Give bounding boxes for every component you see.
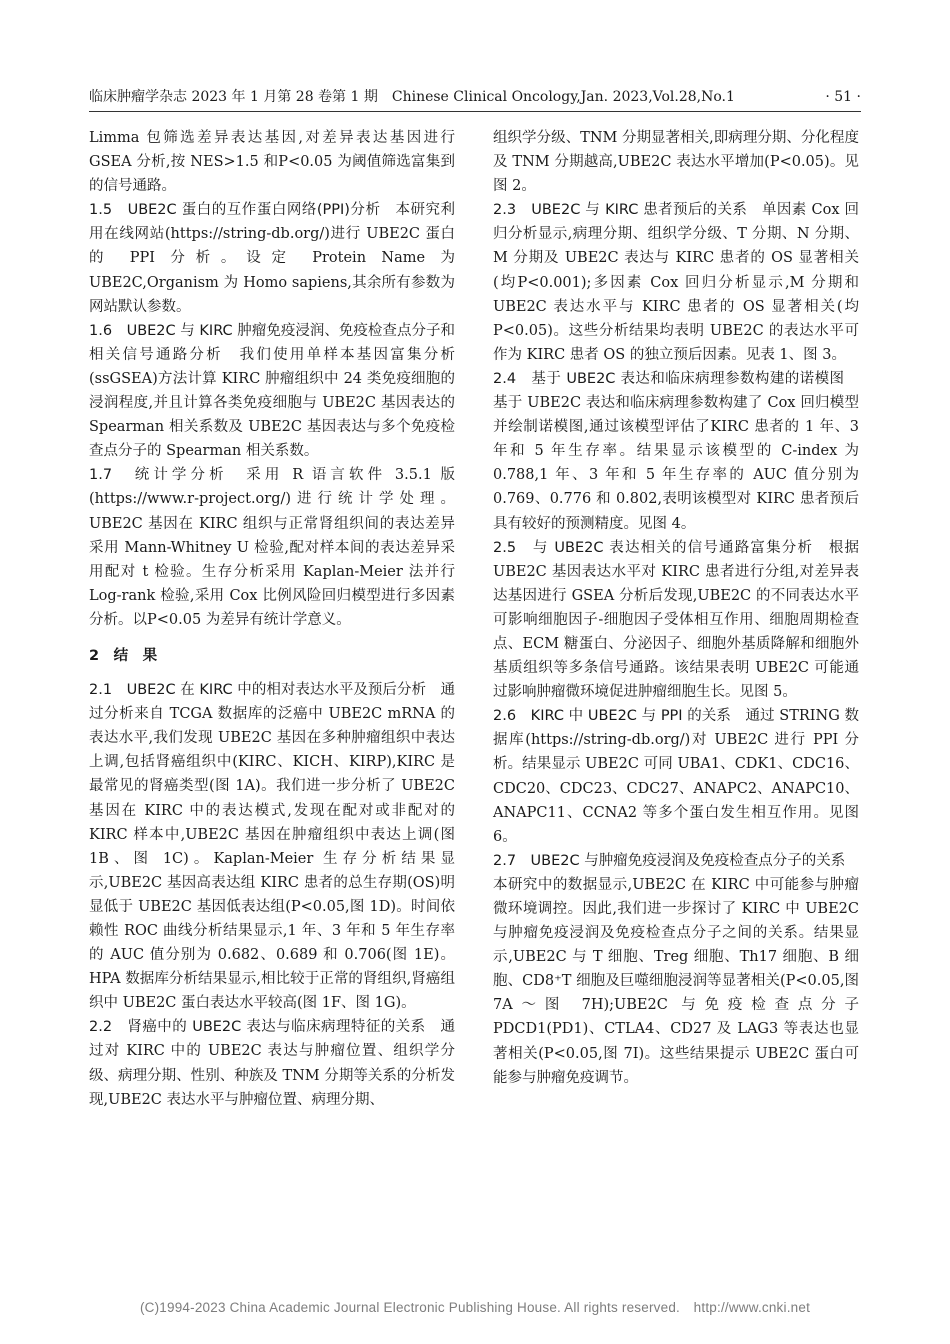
subsection-heading: 1.7 统计学分析 — [89, 467, 228, 484]
paragraph-body: 本研究利用在线网站(https://string-db.org/)进行 UBE2C 蛋白的 PPI 分析。设定 Protein Name 为 UBE2C,Organism 为 Homo sapiens,其余所有参数为网站默认参数。 — [89, 202, 456, 315]
journal-citation: 临床肿瘤学杂志 2023 年 1 月第 28 卷第 1 期 Chinese Clinical Oncology,Jan. 2023,Vol.28,No.1 — [89, 89, 735, 105]
section-title: 2 结 果 — [89, 647, 158, 664]
paragraph — [493, 704, 859, 849]
paragraph — [89, 463, 455, 632]
copyright-footer: (C)1994-2023 China Academic Journal Electronic Publishing House. All rights reserved. http://www.cnki.net — [139, 1300, 811, 1315]
paragraph — [493, 849, 859, 1090]
paragraph — [89, 678, 455, 1015]
paragraph — [493, 198, 859, 367]
subsection-heading: 2.3 UBE2C 与 KIRC 患者预后的关系 — [493, 202, 748, 219]
paragraph — [493, 367, 859, 536]
paragraph — [89, 198, 455, 318]
paragraph: Limma 包筛选差异表达基因,对差异表达基因进行 GSEA 分析,按 NES>1.5 和P<0.05 为阈值筛选富集到的信号通路。 — [89, 130, 455, 195]
paragraph-body: 采用 R 语言软件 3.5.1 版(https://www.r-project.org/)进行统计学处理。UBE2C 基因在 KIRC 组织与正常肾组织间的表达差异采用 Mann-Whitney U 检验,配对样本间的表达差异采用配对 t 检验。生存分析采用 Kaplan-Meier 法并行 Log-rank 检验,采用 Cox 比例风险回归模型进行多因素分析。以P<0.05 为差异有统计学意义。 — [89, 467, 455, 628]
subsection-heading: 2.6 KIRC 中 UBE2C 与 PPI 的关系 — [493, 708, 731, 725]
paragraph-body: 通过对 KIRC 中的 UBE2C 表达与肿瘤位置、组织学分级、病理分期、性别、种族及 TNM 分期等关系的分析发现,UBE2C 表达水平与肿瘤位置、病理分期、 — [89, 1019, 455, 1108]
paragraph-body: 通过 STRING 数据库(https://string-db.org/)对 UBE2C 进行 PPI 分析。结果显示 UBE2C 可同 UBA1、CDK1、CDC16、CDC20、CDC23、CDC27、ANAPC2、ANAPC10、ANAPC11、CCNA2 等多个蛋白发生相互作用。见图 6。 — [493, 708, 859, 845]
paragraph: 组织学分级、TNM 分期显著相关,即病理分期、分化程度及 TNM 分期越高,UBE2C 表达水平增加(P<0.05)。见图 2。 — [493, 130, 859, 195]
paragraph-body: 我们使用单样本基因富集分析(ssGSEA)方法计算 KIRC 肿瘤组织中 24 类免疫细胞的浸润程度,并且计算各类免疫细胞与 UBE2C 基因表达的 Spearman 相关系数及 UBE2C 基因表达与多个免疫检查点分子的 Spearman 相关系数。 — [89, 346, 456, 460]
page-number: · 51 · — [825, 89, 861, 105]
header-rule — [89, 111, 861, 112]
running-header — [89, 86, 861, 108]
subsection-heading: 1.6 UBE2C 与 KIRC 肿瘤免疫浸润、免疫检查点分子和相关信号通路分析 — [89, 322, 455, 363]
paragraph — [493, 536, 859, 705]
subsection-heading: 2.5 与 UBE2C 表达相关的信号通路富集分析 — [493, 539, 814, 556]
paragraph-body: 根据 UBE2C 基因表达水平对 KIRC 患者进行分组,对差异表达基因进行 GSEA 分析后发现,UBE2C 的不同表达水平可影响细胞因子-细胞因子受体相互作用、细胞周期检查点、ECM 糖蛋白、分泌因子、细胞外基质降解和细胞外基质组织等多条信号通路。该结果表明 UBE2C 可能通过影响肿瘤微环境促进肿瘤细胞生长。见图 5。 — [493, 539, 860, 701]
paragraph-body: 单因素 Cox 回归分析显示,病理分期、组织学分级、T 分期、N 分期、M 分期及 UBE2C 表达与 KIRC 患者的 OS 显著相关(均P<0.001);多因素 Cox 回归分析显示,M 分期和 UBE2C 表达水平与 KIRC 患者的 OS 显著相关(均P<0.05)。这些分析结果均表明 UBE2C 的表达水平可作为 KIRC 患者 OS 的独立预后因素。见表 1、图 3。 — [493, 202, 859, 363]
paragraph-body: 基于 UBE2C 表达和临床病理参数构建了 Cox 回归模型并绘制诺模图,通过该模型评估了KIRC 患者的 1 年、3 年和 5 年生存率。结果显示该模型的 C-index 为 0.788,1 年、3 年和 5 年生存率的 AUC 值分别为 0.769、0.776 和 0.802,表明该模型对 KIRC 患者预后具有较好的预测精度。见图 4。 — [493, 370, 859, 532]
subsection-heading: 2.4 基于 UBE2C 表达和临床病理参数构建的诺模图 — [493, 370, 845, 387]
paragraph-body: 通过分析来自 TCGA 数据库的泛癌中 UBE2C mRNA 的表达水平,我们发现 UBE2C 基因在多种肿瘤组织中表达上调,包括肾癌组织中(KIRC、KICH、KIRP),KIRC 是最常见的肾癌类型(图 1A)。我们进一步分析了 UBE2C 基因在 KIRC 中的表达模式,发现在配对或非配对的 KIRC 样本中,UBE2C 基因在肿瘤组织中表达上调(图 1B、图 1C)。Kaplan-Meier 生存分析结果显示,UBE2C 基因高表达组 KIRC 患者的总生存期(OS)明显低于 UBE2C 基因低表达组(P<0.05,图 1D)。时间依赖性 ROC 曲线分析结果显示,1 年、3 年和 5 年生存率的 AUC 值分别为 0.682、0.689 和 0.706(图 1E)。HPA 数据库分析结果显示,相比较于正常的肾组织,肾癌组织中 UBE2C 蛋白表达水平较高(图 1F、图 1G)。 — [89, 682, 455, 1012]
paragraph-body: 本研究中的数据显示,UBE2C 在 KIRC 中可能参与肿瘤微环境调控。因此,我们进一步探讨了 KIRC 中 UBE2C 与肿瘤免疫浸润及免疫检查点分子之间的关系。结果显示,UBE2C 与 T 细胞、Treg 细胞、Th17 细胞、B 细胞、CD8⁺T 细胞及巨噬细胞浸润等显著相关(P<0.05,图 7A～图 7H);UBE2C 与免疫检查点分子 PDCD1(PD1)、CTLA4、CD27 及 LAG3 等表达也显著相关(P<0.05,图 7I)。这些结果提示 UBE2C 蛋白可能参与肿瘤免疫调节。 — [493, 852, 860, 1086]
subsection-heading: 1.5 UBE2C 蛋白的互作蛋白网络(PPI)分析 — [89, 202, 381, 219]
paragraph — [89, 319, 455, 464]
subsection-heading: 2.1 UBE2C 在 KIRC 中的相对表达水平及预后分析 — [89, 682, 426, 699]
subsection-heading: 2.7 UBE2C 与肿瘤免疫浸润及免疫检查点分子的关系 — [493, 852, 846, 869]
right-column — [493, 126, 859, 1090]
subsection-heading: 2.2 肾癌中的 UBE2C 表达与临床病理特征的关系 — [89, 1019, 426, 1036]
left-column — [89, 126, 455, 1112]
paragraph — [89, 1015, 455, 1111]
